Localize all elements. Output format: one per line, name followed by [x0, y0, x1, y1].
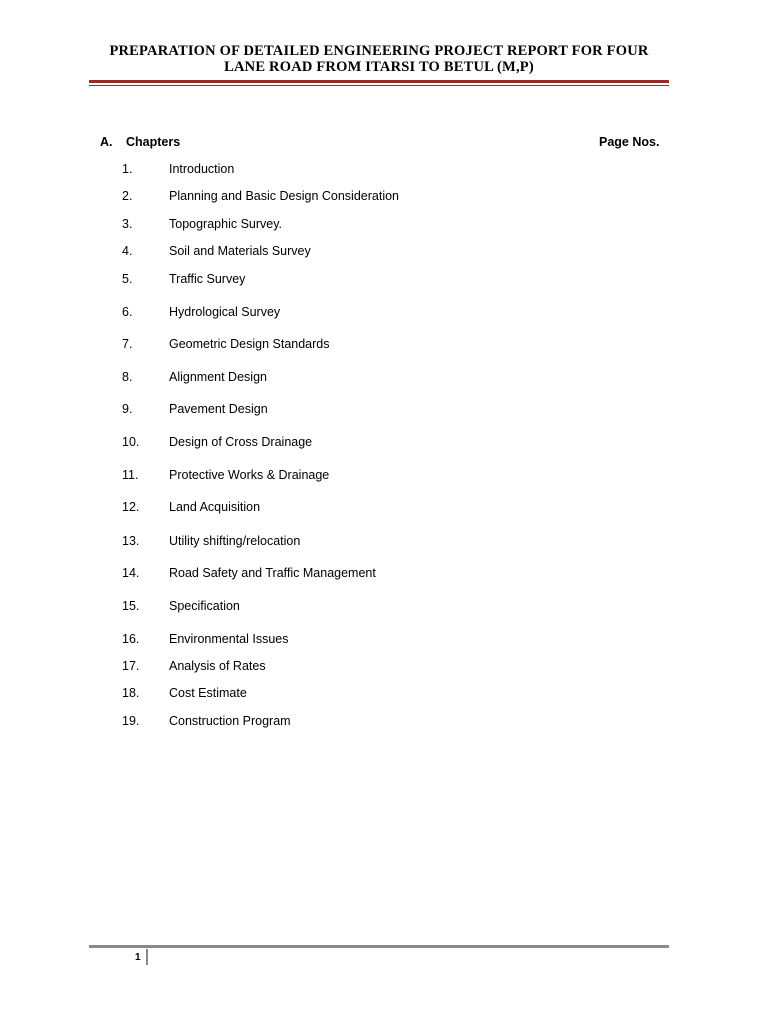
section-letter: A. [100, 135, 113, 149]
chapter-title: Road Safety and Traffic Management [169, 566, 376, 580]
toc-row [0, 500, 768, 518]
toc-row [0, 599, 768, 617]
chapter-title: Geometric Design Standards [169, 337, 330, 351]
toc-row [0, 337, 768, 355]
header-rule-thin [89, 85, 669, 86]
chapter-number: 10. [122, 435, 140, 449]
chapter-number: 7. [122, 337, 133, 351]
toc-row [0, 189, 768, 207]
footer-page-number: 1 [135, 952, 141, 963]
footer-rule [89, 945, 669, 948]
chapter-title: Pavement Design [169, 402, 268, 416]
chapter-number: 17. [122, 659, 140, 673]
header-rule-thick [89, 80, 669, 83]
chapter-title: Introduction [169, 162, 235, 176]
chapter-title: Alignment Design [169, 370, 267, 384]
chapter-number: 13. [122, 534, 140, 548]
chapter-number: 14. [122, 566, 140, 580]
chapter-title: Cost Estimate [169, 686, 247, 700]
chapter-title: Design of Cross Drainage [169, 435, 313, 449]
chapter-number: 4. [122, 244, 133, 258]
chapter-number: 15. [122, 599, 140, 613]
chapter-number: 2. [122, 189, 133, 203]
chapter-title: Utility shifting/relocation [169, 534, 301, 548]
footer-divider-bar [146, 949, 148, 965]
chapter-number: 8. [122, 370, 133, 384]
chapter-title: Planning and Basic Design Consideration [169, 189, 400, 203]
toc-row [0, 686, 768, 704]
chapter-title: Hydrological Survey [169, 305, 281, 319]
toc-row [0, 244, 768, 262]
chapter-title: Topographic Survey. [169, 217, 283, 231]
toc-row [0, 632, 768, 650]
header-title-line-1: PREPARATION OF DETAILED ENGINEERING PROJECT REPORT FOR FOUR [109, 43, 649, 59]
toc-row [0, 162, 768, 180]
section-heading-chapters: Chapters [126, 135, 181, 149]
toc-row [0, 217, 768, 235]
toc-row [0, 566, 768, 584]
toc-row [0, 402, 768, 420]
toc-row [0, 659, 768, 677]
document-header-title [88, 43, 670, 75]
chapter-number: 12. [122, 500, 140, 514]
toc-row [0, 468, 768, 486]
toc-row [0, 370, 768, 388]
chapter-title: Land Acquisition [169, 500, 261, 514]
chapter-title: Analysis of Rates [169, 659, 266, 673]
chapter-title: Environmental Issues [169, 632, 289, 646]
chapter-title: Construction Program [169, 714, 291, 728]
toc-row [0, 305, 768, 323]
page-nos-heading: Page Nos. [599, 135, 660, 149]
chapter-title: Protective Works & Drainage [169, 468, 330, 482]
toc-row [0, 714, 768, 732]
chapter-number: 16. [122, 632, 140, 646]
toc-row [0, 534, 768, 552]
toc-row [0, 272, 768, 290]
chapter-title: Traffic Survey [169, 272, 246, 286]
chapter-title: Soil and Materials Survey [169, 244, 311, 258]
header-title-line-2: LANE ROAD FROM ITARSI TO BETUL (M,P) [224, 59, 534, 75]
toc-row [0, 435, 768, 453]
chapter-number: 6. [122, 305, 133, 319]
chapter-number: 3. [122, 217, 133, 231]
chapter-number: 19. [122, 714, 140, 728]
chapter-number: 11. [122, 468, 139, 482]
chapter-number: 5. [122, 272, 133, 286]
chapter-number: 18. [122, 686, 140, 700]
chapter-title: Specification [169, 599, 240, 613]
chapter-number: 1. [122, 162, 133, 176]
chapter-number: 9. [122, 402, 133, 416]
